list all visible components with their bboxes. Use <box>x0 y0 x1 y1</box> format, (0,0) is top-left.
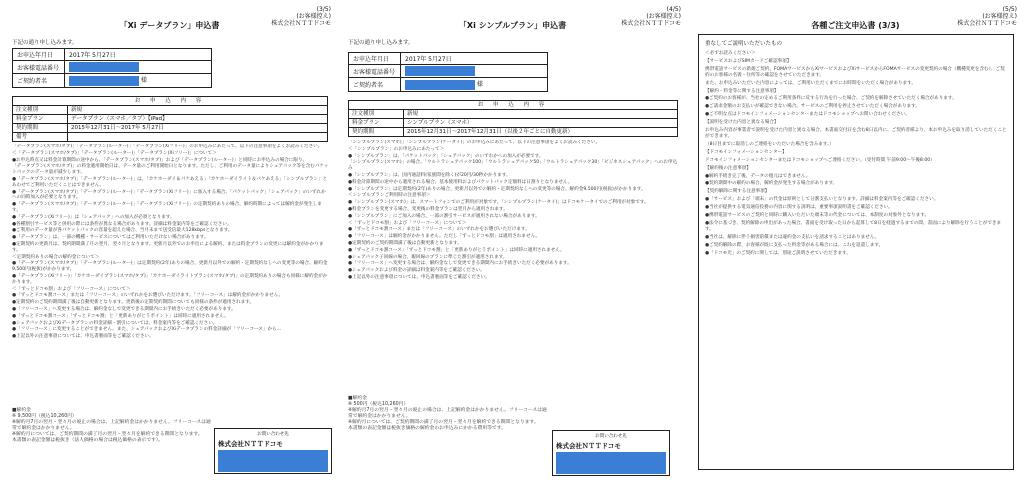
page-number: (4/5) <box>666 6 681 13</box>
terms-paragraph: ＜「シンプルプラン」のお申込みにあたって＞ <box>348 146 445 152</box>
terms-paragraph: ●「フリーコース」に変更することができません。また、シェアパックおよびXiデータプランの料金詳細が「フリーコース」から… <box>12 327 282 333</box>
terms-paragraph: ●「シンプルプラン(スマホ)」は、スマートフォンでのご利用が対象です。「シンプルプラン(ケータイ)」はドコモケータイでのご利用が対象です。 <box>348 200 649 206</box>
footnote-line: ※解約月については、ご契約期間の満了月の翌月・翌々月を解約できる期間となります。 <box>348 420 539 425</box>
notes-paragraph: 【サービスおよびSIMカードご確認事項】 <box>705 58 792 64</box>
notes-paragraph: 【ドコモインフォメーションセンター】 <box>705 149 787 155</box>
notes-paragraph: 【契約解除に関する注意事項】 <box>705 189 770 195</box>
detail-label: 注文種別 <box>13 106 68 115</box>
terms-paragraph: ●「ずっとドコモ割コース」「ずっとドコモ割」と「更新ありがとうポイント」は同時に適用されません。 <box>12 313 229 319</box>
terms-paragraph: ●シェアパックおよび料金の詳細は料金案内等をご確認ください。 <box>348 268 485 274</box>
notes-paragraph: ●ご不明な点はドコモインフォメーションセンターまたはドコモショップへお問い合わせください。 <box>705 112 910 118</box>
document-page-1 <box>4 4 335 478</box>
terms-paragraph: ●「データプラン(スマホ/タブ)」「データプラン(ルーター)」「データプラン(Xiフリー)」の定期契約ありの場合、解約時期によっては解約金が発生します。 <box>12 202 322 213</box>
detail-label: 契約期間 <box>349 128 404 137</box>
terms-paragraph: ●各種割引サービス等と併用の際には条件が異なる場合があります。詳細は料金案内等をご確認ください。 <box>12 221 232 227</box>
name-label: ご契約者名 <box>349 78 401 92</box>
page-number: (5/5) <box>1002 6 1017 13</box>
terms-paragraph: ●料金プランを変更する場合、変更後の料金プランは翌月から適用されます。 <box>348 206 508 212</box>
terms-paragraph: ●定期契約の更新月は、契約期間満了月の翌月、翌々月となります。更新月以外でのお申出による解約、または料金プランの変更には解約金がかかります。 <box>12 241 324 253</box>
contact-box <box>552 430 670 476</box>
notes-paragraph: ドコモインフォメーションセンターまたはドコモショップへご連絡ください。（受付時間 午前9:00～午後8:00） <box>705 157 935 163</box>
page-number: (3/5) <box>316 6 331 13</box>
terms-paragraph: ●「データプラン(Xiフリー)」は「シェアパック」への加入が必須となります。 <box>12 214 175 220</box>
terms-paragraph: ●上記以外の注意事項については、申込書裏面等をご確認ください。 <box>12 334 154 340</box>
detail-value: 新規 <box>68 106 328 115</box>
notes-paragraph: ●解約手続き完了後、データの復元はできません。 <box>705 173 811 179</box>
detail-header: お 申 込 内 容 <box>13 97 328 106</box>
phone-label: お客様電話番号 <box>349 65 401 78</box>
document-page-2 <box>340 4 685 478</box>
terms-paragraph: ●定期契約のご契約期間満了後は自動更新となります。 <box>348 240 462 246</box>
notes-paragraph: また、お申込みいただいた内容によっては、ご利用いただくまでにお時間をいただく場合があります。 <box>705 80 916 86</box>
order-detail-table <box>348 100 678 137</box>
notes-paragraph: 【説明を受けた内容と異なる場合】 <box>705 120 779 126</box>
intro-text: 下記の通り申し込みます。 <box>12 40 78 46</box>
phone-value <box>65 61 212 74</box>
terms-paragraph: ●「ずっとドコモ割コース」または「フリーコース」のいずれかをお選びいただけます。 <box>348 227 530 233</box>
notes-paragraph: ●契約期間中の解約の場合、解約金が発生する場合があります。 <box>705 181 838 187</box>
notes-paragraph: 【解約・料金等に関する注意事項】 <box>705 88 779 94</box>
order-detail-table <box>12 96 328 142</box>
terms-paragraph: ●「フリーコース」へ変更する場合は、解約金なしで変更できる期間内にお手続きいただく必要があります。 <box>348 261 572 267</box>
footnote-line: ■解約金 <box>348 396 367 401</box>
footnote-line: 本書類の表記金額は税抜き（法人価格の場合は税込価格の表示です）。 <box>12 438 164 443</box>
notes-paragraph: ●ご契約のお客様が、当社の定めるご利用条件に反する行為を行った場合、ご契約を解除させていただく場合があります。 <box>705 96 957 102</box>
terms-paragraph: ●シェアパックおよびXiデータプランの料金詳細・割引については、料金案内等をご確認ください。 <box>12 320 218 326</box>
footnote-line: ※解約月については、ご契約期間の満了月の翌月・翌々月を解約できる期間となります。 <box>12 432 203 437</box>
terms-paragraph: ●「フリーコース」へ変更する場合は、解約金なしで変更できる期間内にお手続きいただく必要があります。 <box>12 306 236 312</box>
footnote-line: ※解約月7月の翌月・翌々月の廃止の場合は、上記解約金はかかりません。フリーコースは通常で解約金はかかりません。 <box>12 420 211 431</box>
document-page-3 <box>690 4 1021 478</box>
detail-label: 料金プラン <box>13 115 68 124</box>
name-label: ご契約者名 <box>13 74 65 88</box>
terms-paragraph: ＜シンプルプランご利用時の注意事項＞ <box>348 193 431 199</box>
terms-paragraph: ●「データプラン(スマホ/タブ)」「データプラン(ルーター)」は定期契約(2年)ありの場合、更新月以外での解約・定期契約なしへの変更等の場合、解約金9,500円(税抜)がかかります。 <box>12 261 328 273</box>
terms-body <box>12 144 330 406</box>
terms-paragraph: ＜「ずっとドコモ割」および「フリーコース」について＞ <box>12 286 131 292</box>
redacted-name <box>405 80 475 90</box>
honorific: 様 <box>476 81 483 88</box>
detail-value: シンプルプラン（スマホ） <box>404 119 678 128</box>
terms-paragraph: ●「フリーコース」は解約金がかかりません。ただし「ずっとドコモ割」は適用されません。 <box>348 234 541 240</box>
notes-box <box>698 34 1014 470</box>
copy-label: (お客様控え) <box>646 13 681 20</box>
detail-value: データプラン（スマホ／タブ）【iPad】 <box>68 115 328 124</box>
notes-paragraph: 携帯電話サービスの新規ご契約、FOMAサービスからXiサービスおよびXiサービスからFOMAサービスの変更契約の場合（機種変更を含む）、ご契約のお客様の名義・住所等の確認をさせていただきます。 <box>705 66 1005 78</box>
page-title: 「Xi データプラン」申込書 <box>119 21 220 30</box>
detail-label: 注文種別 <box>349 110 404 119</box>
footnote-line: ※ 500円（税込10,260円） <box>348 402 409 407</box>
date-value: 2017年 5月27日 <box>401 53 548 65</box>
page-title: 各種ご注文申込書 (3/3) <box>811 21 900 30</box>
customer-info-table <box>348 52 548 92</box>
notes-paragraph: ●法令に基づき、契約解除の申出があった場合、書面を受け取った日から起算して8日を経過するまでの間、書面により解除を行うことができます。 <box>705 220 1002 232</box>
notes-paragraph: ●当社は、解除に伴う損害賠償または違約金の支払いを請求することはありません。 <box>705 234 880 240</box>
terms-paragraph: ＜「ずっとドコモ割」および「フリーコース」について＞ <box>348 220 467 226</box>
cancellation-fee-note <box>348 396 548 432</box>
detail-header: お 申 込 内 容 <box>349 101 678 110</box>
notes-paragraph: ＜必ずお読みください＞ <box>705 51 756 56</box>
terms-paragraph: ●「シンプルプラン」は、「パケットパック」「シェアパック」のいずれかへの加入が必要です。 <box>348 153 544 159</box>
notes-body <box>705 51 1007 256</box>
company-name: 株式会社ＮＴＴドコモ <box>621 20 681 27</box>
contact-label: お問い合わせ先 <box>257 432 289 437</box>
date-label: お申込年月日 <box>349 53 401 65</box>
terms-paragraph: 「データプラン(スマホ/タブ)」の料金適用開始日は、データ量のご利用開始日となります。ただし、ご利用のデータ量によりシェアパック等を含むパケットパックのデータ量が減少します。 <box>12 164 329 176</box>
terms-paragraph: ●「シンプルプラン」は、国内通話料(家族間を除く)が20円/30秒かかります。 <box>348 172 511 178</box>
contact-box <box>214 428 332 474</box>
terms-paragraph: ●「データプラン」は、一部の機種・サービスについてはご利用いただけない場合があります。 <box>12 235 209 241</box>
terms-paragraph: ●ご利用のデータ量が各パケットパックの容量を超えた場合、当月末まで送受信最大128kbpsとなります。 <box>12 228 233 234</box>
footnote-line: ※ 9,500円（税込10,260円） <box>12 414 77 419</box>
terms-paragraph: ●「シンプルプラン」は定期契約(2年)ありの場合、更新月以外での解約・定期契約なしへの変更等の場合、解約金9,500円(税抜)がかかります。 <box>348 186 646 192</box>
detail-label: 契約期間 <box>13 124 68 133</box>
terms-paragraph: 「データプラン(スマホ/タブ)」「データプラン(ルーター)」「データプラン(Xiフリー)」のお申込みにあたって、以下の注意事項をよくお読みください。 <box>12 144 323 149</box>
terms-paragraph: ●「データプラン(Xiフリー)」「カケホーダイプラン(スマホ/タブ)」「カケホーダイライトプラン(スマホ/タブ)」の定期契約ありの場合も同様に解約金がかかります。 <box>12 273 328 285</box>
contact-label: お問い合わせ先 <box>595 434 627 439</box>
footnote-line: 本書類の表記金額は税抜き価格の解約金のお申込みにかかる費用等です。 <box>348 426 506 431</box>
footnote-line: ※解約月7月の翌月・翌々月の廃止の場合は、上記解約金はかかりません。フリーコースは通常で解約金はかかりません。 <box>348 408 547 419</box>
box-header: 重なしてご説明いただいたもの <box>705 41 783 47</box>
terms-paragraph: ●定期契約のご契約期間満了後は自動更新となります。更新後の定期契約期間についても同様の条件が適用されます。 <box>12 300 255 306</box>
phone-label: お客様電話番号 <box>13 61 65 74</box>
terms-paragraph: ●上記以外の注意事項については、申込書裏面等をご確認ください。 <box>348 274 490 280</box>
redacted-contact <box>218 450 328 472</box>
notes-paragraph: ●「サービス」および「端末」の代金は原則として分割支払いとなります。詳細は料金案内等をご確認ください。 <box>705 197 939 203</box>
company-name: 株式会社ＮＴＴドコモ <box>957 20 1017 27</box>
honorific: 様 <box>140 77 147 84</box>
redacted-name <box>69 76 139 86</box>
redacted-phone <box>69 62 139 72</box>
contact-company: 株式会社ＮＴＴドコモ <box>556 442 621 450</box>
footnote-line: ■解約金 <box>12 408 31 413</box>
terms-paragraph: ●「シンプルプラン」にご加入の場合、一部の割引サービスが適用されない場合があります。 <box>348 213 540 219</box>
date-value: 2017年 5月27日 <box>65 49 212 61</box>
terms-paragraph: ＜定期契約ありの場合の解約金について＞ <box>12 254 100 260</box>
cancellation-fee-note <box>12 408 212 444</box>
intro-text: 下記の通り申し込みます。 <box>348 40 414 46</box>
notes-paragraph: お申込み内容が事業者で説明を受けた内容と異なる場合、本書面交付日を含む8日以内に、ご契約者様より、本お申込みを取り消していただくことができます。 <box>705 128 1007 139</box>
customer-info-table <box>12 48 212 88</box>
notes-paragraph: ●「ドコモ光」のご契約に関しては、別途ご説明させていただきます。 <box>705 250 851 256</box>
terms-body <box>348 140 680 392</box>
contact-company: 株式会社ＮＴＴドコモ <box>218 440 283 448</box>
terms-paragraph: ●「ずっとドコモ割コース」「ずっとドコモ割」と「更新ありがとうポイント」は同時に適用されません。 <box>348 247 565 253</box>
terms-paragraph: ●お申込時点又は料金計算期間の途中から、「データプラン(スマホ/タブ)」および「データプラン(ルーター)」と同時にお申込みの場合に限り、 <box>12 157 308 163</box>
notes-paragraph: （8日目までに取消しのご連絡をいただいた場合を含みます。） <box>705 141 834 147</box>
terms-paragraph: 「シンプルプラン(スマホ)」「シンプルプラン(ケータイ)」のお申込みにあたって、以下の注意事項をよくお読みください。 <box>348 140 601 145</box>
name-value <box>65 74 212 88</box>
terms-paragraph: 「シンプルプラン(スマホ)」の場合、「ウルトラシェアパック100」「ウルトラシェアパック50」「ウルトラシェアパック30」「ビジネスシェアパック」へのお申込み <box>348 160 678 172</box>
page-title: 「Xi シンプルプラン」申込書 <box>458 21 567 30</box>
detail-label: 備考 <box>13 133 68 142</box>
date-label: お申込年月日 <box>13 49 65 61</box>
terms-paragraph: ＜「データプラン(スマホ/タブ)」「データプラン(ルーター)」「データプラン(Xiフリー)」について＞ <box>12 150 217 156</box>
company-name: 株式会社ＮＴＴドコモ <box>271 20 331 27</box>
notes-paragraph: ●ご請求金額のお支払いが確認できない場合、サービスのご利用を停止させていただく場合があります。 <box>705 104 920 110</box>
redacted-contact <box>556 452 666 474</box>
detail-value: 2015年12月31日～2017年12月31日（以後２年ごとに自動更新） <box>404 128 678 137</box>
phone-value <box>401 65 548 78</box>
notes-paragraph: ●当社が提供する電気通信役務の内容に関する説明は、重要事項説明書をご確認ください。 <box>705 205 893 211</box>
name-value <box>401 78 548 92</box>
copy-label: (お客様控え) <box>982 13 1017 20</box>
copy-label: (お客様控え) <box>296 13 331 20</box>
terms-paragraph: ●シェアパック子回線の場合、親回線のプランに準じた割引が適用されます。 <box>348 254 508 260</box>
notes-paragraph: 【解約後の注意事項】 <box>705 165 751 171</box>
detail-value: 2015年12月31日～2017年 5月27日 <box>68 124 328 133</box>
terms-paragraph: ●「データプラン(スマホ/タブ)」「データプラン(ルーター)」は、「カケホーダイ＆パケあえる」「カケホーダイライト＆パケあえる」「シンプルプラン」とあわせてご利用いただくことはできません。 <box>12 176 328 188</box>
notes-paragraph: ●ご契約解除の際、お客様が既に支払った料金等がある場合には、これを返還します。 <box>705 242 884 248</box>
terms-paragraph: ●「データプラン(スマホ/タブ)」「データプラン(ルーター)」「データプラン(Xiフリー)」に加入する場合、「パケットパック」「シェアパック」のいずれかへの同時加入が必要となります。 <box>12 189 326 201</box>
redacted-phone <box>405 66 475 76</box>
terms-paragraph: ●料金計算期間の途中から適用される場合、基本使用料およびパケットパック定額料は日割りとなりません。 <box>348 179 573 185</box>
detail-value <box>68 133 328 142</box>
detail-label: 料金プラン <box>349 119 404 128</box>
detail-value: 新規 <box>404 110 678 119</box>
notes-paragraph: ●携帯電話サービスのご契約と同時に購入いただいた端末等の代金については、本制度の対象外となります。 <box>705 213 930 219</box>
terms-paragraph: ●「ずっとドコモ割コース」または「フリーコース」のいずれかをお選びいただけます。「フリーコース」は解約金がかかりません。 <box>12 293 284 299</box>
